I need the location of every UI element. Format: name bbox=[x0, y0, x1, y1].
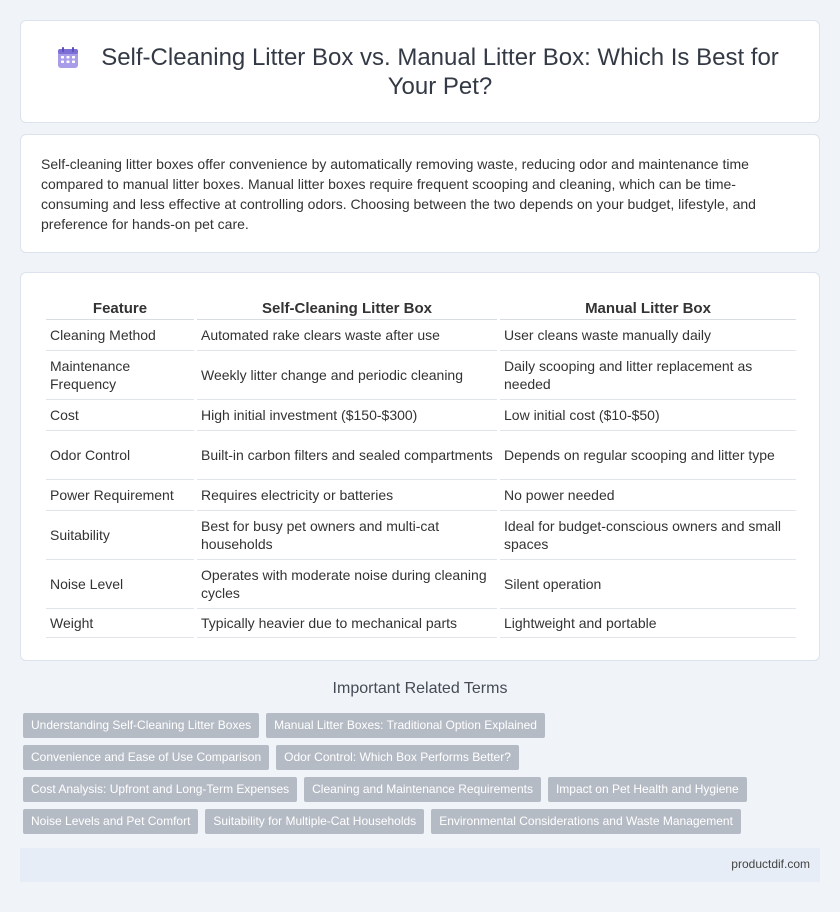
page-title: Self-Cleaning Litter Box vs. Manual Litter Box: Which Is Best for Your Pet? bbox=[101, 43, 779, 100]
feature-cell: Maintenance Frequency bbox=[46, 351, 194, 400]
intro-card bbox=[20, 134, 820, 253]
related-term-tag[interactable]: Convenience and Ease of Use Comparison bbox=[23, 745, 269, 770]
manual-cell: Lightweight and portable bbox=[500, 609, 796, 638]
table-row bbox=[46, 400, 796, 431]
feature-cell: Cleaning Method bbox=[46, 320, 194, 351]
title-row bbox=[21, 21, 819, 122]
table-row bbox=[46, 351, 796, 400]
related-term-tag[interactable]: Cleaning and Maintenance Requirements bbox=[304, 777, 541, 802]
table-row bbox=[46, 609, 796, 638]
related-term-tag[interactable]: Noise Levels and Pet Comfort bbox=[23, 809, 198, 834]
related-term-tag[interactable]: Environmental Considerations and Waste Management bbox=[431, 809, 741, 834]
related-term-tag[interactable]: Understanding Self-Cleaning Litter Boxes bbox=[23, 713, 259, 738]
feature-cell: Cost bbox=[46, 400, 194, 431]
feature-cell: Weight bbox=[46, 609, 194, 638]
header-card bbox=[20, 20, 820, 123]
feature-cell: Odor Control bbox=[46, 431, 194, 480]
manual-cell: No power needed bbox=[500, 480, 796, 511]
header-feature: Feature bbox=[46, 296, 194, 320]
footer bbox=[20, 848, 820, 882]
calendar-grid-icon bbox=[55, 45, 81, 71]
comparison-card bbox=[20, 272, 820, 661]
feature-cell: Power Requirement bbox=[46, 480, 194, 511]
header-manual: Manual Litter Box bbox=[500, 296, 796, 320]
related-term-tag[interactable]: Odor Control: Which Box Performs Better? bbox=[276, 745, 519, 770]
table-header-row bbox=[46, 296, 796, 320]
feature-cell: Suitability bbox=[46, 511, 194, 560]
self-cleaning-cell: Best for busy pet owners and multi-cat households bbox=[197, 511, 497, 560]
comparison-table bbox=[43, 296, 799, 638]
self-cleaning-cell: High initial investment ($150-$300) bbox=[197, 400, 497, 431]
self-cleaning-cell: Built-in carbon filters and sealed compartments bbox=[197, 431, 497, 480]
table-row bbox=[46, 560, 796, 609]
manual-cell: User cleans waste manually daily bbox=[500, 320, 796, 351]
manual-cell: Silent operation bbox=[500, 560, 796, 609]
manual-cell: Low initial cost ($10-$50) bbox=[500, 400, 796, 431]
related-term-tag[interactable]: Cost Analysis: Upfront and Long-Term Expenses bbox=[23, 777, 297, 802]
related-terms-title: Important Related Terms bbox=[332, 680, 508, 697]
self-cleaning-cell: Typically heavier due to mechanical parts bbox=[197, 609, 497, 638]
manual-cell: Depends on regular scooping and litter type bbox=[500, 431, 796, 480]
feature-cell: Noise Level bbox=[46, 560, 194, 609]
related-term-tag[interactable]: Impact on Pet Health and Hygiene bbox=[548, 777, 747, 802]
table-row bbox=[46, 511, 796, 560]
table-row bbox=[46, 480, 796, 511]
footer-site-link[interactable]: productdif.com bbox=[731, 857, 810, 871]
table-row bbox=[46, 320, 796, 351]
manual-cell: Ideal for budget-conscious owners and small spaces bbox=[500, 511, 796, 560]
self-cleaning-cell: Weekly litter change and periodic cleaning bbox=[197, 351, 497, 400]
self-cleaning-cell: Requires electricity or batteries bbox=[197, 480, 497, 511]
related-term-tag[interactable]: Manual Litter Boxes: Traditional Option Explained bbox=[266, 713, 545, 738]
manual-cell: Daily scooping and litter replacement as needed bbox=[500, 351, 796, 400]
header-self-cleaning: Self-Cleaning Litter Box bbox=[197, 296, 497, 320]
table-row bbox=[46, 431, 796, 480]
self-cleaning-cell: Operates with moderate noise during cleaning cycles bbox=[197, 560, 497, 609]
related-term-tag[interactable]: Suitability for Multiple-Cat Households bbox=[205, 809, 424, 834]
self-cleaning-cell: Automated rake clears waste after use bbox=[197, 320, 497, 351]
related-terms-list bbox=[23, 713, 803, 841]
intro-paragraph: Self-cleaning litter boxes offer convenience by automatically removing waste, reducing odor and maintenance time compared to manual litter boxes. Manual litter boxes require frequent scooping and cleaning, which can be time-consuming and less effective at controlling odors. Choosing between the two depends on your budget, lifestyle, and preference for hands-on pet care. bbox=[41, 156, 756, 232]
